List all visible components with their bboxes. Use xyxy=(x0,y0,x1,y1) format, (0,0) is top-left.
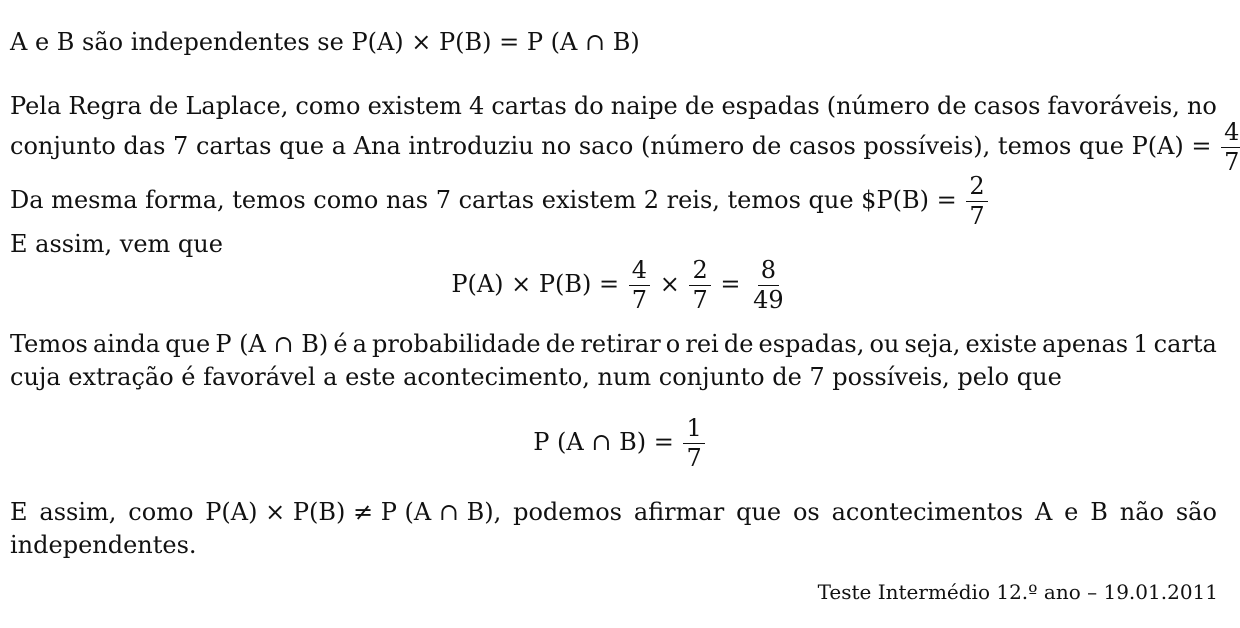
equation-intersection-lhs: P (A ∩ B) = xyxy=(533,428,674,457)
paragraph-laplace-word: do xyxy=(573,92,604,120)
equation-intersection-fraction xyxy=(683,416,704,471)
paragraph-intersection-word: apenas xyxy=(1042,330,1129,358)
paragraph-intersection-word: de xyxy=(723,330,754,358)
equation-intersection-denominator: 7 xyxy=(686,444,702,473)
paragraph-intersection-word: P (A ∩ B) xyxy=(215,330,329,358)
paragraph-intersection-word: seja, xyxy=(904,330,961,358)
paragraph-intersection-line1 xyxy=(10,332,1217,356)
paragraph-intersection-word: retirar xyxy=(580,330,661,358)
equation-times: × xyxy=(659,270,680,299)
paragraph-laplace-word: Pela xyxy=(10,92,62,120)
paragraph-laplace-word: 4 xyxy=(468,92,485,120)
paragraph-laplace-word: Laplace, xyxy=(185,92,289,120)
fraction-pb-denominator: 7 xyxy=(969,202,985,231)
paragraph-laplace-word: no xyxy=(1186,92,1217,120)
paragraph-conclusion-word: podemos xyxy=(513,498,622,526)
intro-definition: A e B são independentes se P(A) × P(B) = P (A ∩ B) xyxy=(10,28,640,56)
paragraph-laplace-word: naipe xyxy=(610,92,678,120)
equation-fraction-3 xyxy=(750,258,787,313)
equation-fraction-1-numerator: 4 xyxy=(629,258,650,286)
paragraph-intersection-word: o xyxy=(665,330,681,358)
paragraph-laplace-word: espadas xyxy=(721,92,820,120)
paragraph-intersection-word: ainda xyxy=(92,330,161,358)
paragraph-conclusion-word: B xyxy=(1090,498,1108,526)
equation-fraction-3-numerator: 8 xyxy=(758,258,779,286)
paragraph-intersection-line2: cuja extração é favorável a este acontecimento, num conjunto de 7 possíveis, pelo que xyxy=(10,363,1062,391)
paragraph-intersection-word: Temos xyxy=(10,330,88,358)
paragraph-intersection-word: existe xyxy=(965,330,1038,358)
paragraph-conclusion-word: assim, xyxy=(39,498,117,526)
fraction-pa-numerator: 4 xyxy=(1221,120,1240,148)
paragraph-conclusion-word: afirmar xyxy=(633,498,725,526)
paragraph-laplace-word: como xyxy=(295,92,361,120)
equation-equals: = xyxy=(720,270,741,299)
paragraph-laplace-word: de xyxy=(684,92,715,120)
paragraph-conclusion-word: são xyxy=(1175,498,1217,526)
paragraph-conclusion-word: A xyxy=(1034,498,1053,526)
paragraph-conclusion-word: P(A) × P(B) ≠ P (A ∩ B), xyxy=(205,498,502,526)
source-citation: Teste Intermédio 12.º ano – 19.01.2011 xyxy=(817,580,1218,604)
paragraph-laplace-word: casos xyxy=(973,92,1041,120)
paragraph-conclusion-word: acontecimentos xyxy=(831,498,1024,526)
paragraph-intersection-word: de xyxy=(545,330,576,358)
equation-intersection-numerator: 1 xyxy=(683,416,704,444)
equation-fraction-3-denominator: 49 xyxy=(753,286,784,315)
paragraph-intersection-word: espadas, xyxy=(758,330,865,358)
paragraph-laplace-text: conjunto das 7 cartas que a Ana introduziu no saco (número de casos possíveis), temos que P(A) = xyxy=(10,132,1212,161)
paragraph-intersection-word: é xyxy=(333,330,348,358)
paragraph-laplace-word: de xyxy=(148,92,179,120)
paragraph-conclusion-word: que xyxy=(736,498,782,526)
paragraph-laplace-word: cartas xyxy=(491,92,567,120)
paragraph-intersection-word: a xyxy=(352,330,367,358)
paragraph-laplace-word: existem xyxy=(367,92,462,120)
paragraph-conclusion-word: e xyxy=(1064,498,1079,526)
fraction-pb xyxy=(966,174,987,229)
paragraph-intersection-word: rei xyxy=(685,330,719,358)
paragraph-laplace-word: favoráveis, xyxy=(1047,92,1180,120)
paragraph-conclusion-line2: independentes. xyxy=(10,531,197,559)
paragraph-laplace-line2 xyxy=(10,120,1240,175)
paragraph-intersection-word: ou xyxy=(869,330,900,358)
equation-product-lhs: P(A) × P(B) = xyxy=(451,270,620,299)
paragraph-laplace-word: Regra xyxy=(68,92,142,120)
equation-fraction-2-numerator: 2 xyxy=(689,258,710,286)
paragraph-intersection-word: 1 xyxy=(1133,330,1149,358)
paragraph-intersection-word: que xyxy=(165,330,211,358)
fraction-pb-numerator: 2 xyxy=(966,174,987,202)
paragraph-pb-text: Da mesma forma, temos como nas 7 cartas existem 2 reis, temos que $P(B) = xyxy=(10,186,957,215)
paragraph-pb xyxy=(10,174,990,229)
equation-fraction-2 xyxy=(689,258,710,313)
paragraph-intersection-word: carta xyxy=(1153,330,1217,358)
equation-fraction-2-denominator: 7 xyxy=(692,286,708,315)
paragraph-assim: E assim, vem que xyxy=(10,230,223,258)
paragraph-conclusion-word: não xyxy=(1119,498,1164,526)
paragraph-conclusion-line1 xyxy=(10,500,1217,524)
paragraph-conclusion-word: os xyxy=(792,498,820,526)
paragraph-intersection-word: probabilidade xyxy=(372,330,541,358)
fraction-pa-denominator: 7 xyxy=(1224,148,1240,177)
equation-fraction-1 xyxy=(629,258,650,313)
equation-fraction-1-denominator: 7 xyxy=(631,286,648,315)
paragraph-conclusion-word: como xyxy=(128,498,194,526)
paragraph-conclusion-word: E xyxy=(10,498,28,526)
equation-intersection xyxy=(0,416,1240,471)
fraction-pa xyxy=(1221,120,1240,175)
paragraph-laplace-line1 xyxy=(10,94,1217,118)
equation-product xyxy=(0,258,1240,313)
paragraph-laplace-word: (número xyxy=(826,92,930,120)
paragraph-laplace-word: de xyxy=(936,92,967,120)
